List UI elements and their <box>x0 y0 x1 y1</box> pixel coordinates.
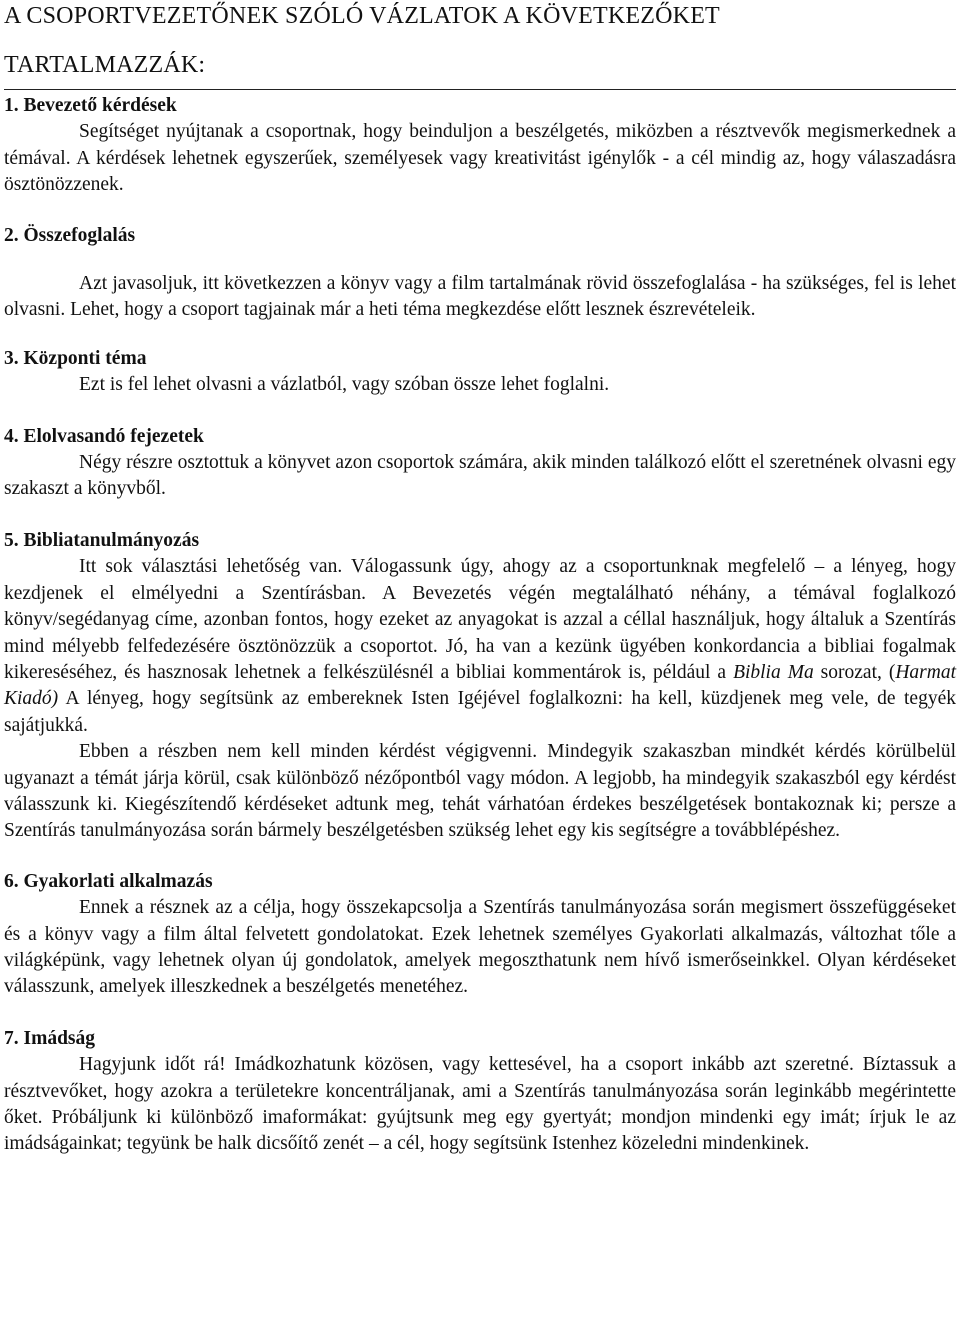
section-chapters-to-read <box>4 424 956 503</box>
section-summary <box>4 223 956 324</box>
section-heading: 7. Imádság <box>4 1027 96 1049</box>
section-paragraph <box>4 554 956 739</box>
publisher-name: Harmat Kiadó) <box>4 661 956 710</box>
section-central-theme <box>4 346 956 399</box>
section-paragraph: Segítséget nyújtanak a csoportnak, hogy beinduljon a beszélgetés, miközben a résztvevők megismerkednek a témával. A kérdések lehetnek egyszerűek, személyesek vagy kreativitást igénylők - a cél mindig az, hogy válaszadásra ösztönözzenek. <box>4 121 956 196</box>
section-heading: 6. Gyakorlati alkalmazás <box>4 870 213 892</box>
document-title-line-2: TARTALMAZZÁK: <box>4 52 206 78</box>
section-heading: 3. Központi téma <box>4 347 147 369</box>
document-title <box>4 0 956 80</box>
section-paragraph: Ennek a résznek az a célja, hogy összekapcsolja a Szentírás tanulmányozása során megismert összefüggéseket és a könyv vagy a film által felvetett gondolatokat. Ezek lehetnek személyes Gyakorlati alkalmazás, változhat tőle a világképünk, vagy lehetnek olyan új gondolatok, amelyek megoszthatunk nem hívő ismerőseinkkel. Olyan kérdéseket válasszunk, amelyek illeszkednek a beszélgetés menetéhez. <box>4 897 956 998</box>
section-paragraph: Azt javasoljuk, itt következzen a könyv vagy a film tartalmának rövid összefoglalása - ha szükséges, fel is lehet olvasni. Lehet, hogy a csoport tagjainak már a heti téma megkezdése előtt lesznek észrevételeik. <box>4 273 956 321</box>
section-paragraph: Hagyjunk időt rá! Imádkozhatunk közösen, vagy kettesével, ha a csoport inkább azt szeretné. Bíztassuk a résztvevőket, hogy azokra a területekre koncentráljanak, ami a Szentírás tanulmányozása során leginkább megérintette őket. Próbáljunk ki különböző imaformákat: gyújtsunk meg egy gyertyát; mondjon mindenki egy imát; írjuk le az imádságainkat; tegyünk be halk dicsőítő zenét – a cél, hogy segítsünk Istenhez közeledni mindenkinek. <box>4 1054 956 1155</box>
section-heading: 4. Elolvasandó fejezetek <box>4 425 204 447</box>
paragraph-text: sorozat, ( <box>813 661 896 683</box>
section-heading: 2. Összefoglalás <box>4 224 136 246</box>
document-title-line-1: A CSOPORTVEZETŐNEK SZÓLÓ VÁZLATOK A KÖVETKEZŐKET <box>4 3 720 29</box>
document-page <box>4 0 956 1158</box>
book-series-title: Biblia Ma <box>733 661 814 683</box>
section-paragraph: Ebben a részben nem kell minden kérdést végigvenni. Mindegyik szakaszban mindkét kérdés körülbelül ugyanazt a témát járja körül, csak különböző nézőpontból vagy módon. A legjobb, ha mindegyik szakaszból egy kérdést válasszunk ki. Kiegészítendő kérdéseket adtunk meg, tehát várhatóan érdekes beszélgetések bontakoznak ki; persze a Szentírás tanulmányozása során bármely beszélgetésben szükség lehet egy kis segítségre a továbblépéshez. <box>4 741 956 842</box>
section-prayer <box>4 1026 956 1158</box>
section-paragraph: Négy részre osztottuk a könyvet azon csoportok számára, akik minden találkozó előtt el szeretnének olvasni egy szakaszt a könyvből. <box>4 452 956 500</box>
paragraph-text: A lényeg, hogy segítsünk az embereknek Isten Igéjével foglalkozni: ha kell, küzdjenek meg vele, de tegyék sajátjukká. <box>4 688 956 736</box>
section-paragraph: Ezt is fel lehet olvasni a vázlatból, vagy szóban össze lehet foglalni. <box>79 374 610 396</box>
section-heading: 1. Bevezető kérdések <box>4 95 177 116</box>
section-heading: 5. Bibliatanulmányozás <box>4 529 200 551</box>
section-practical-application <box>4 869 956 1001</box>
section-bible-study <box>4 528 956 845</box>
paragraph-text: Itt sok választási lehetőség van. Válogassunk úgy, ahogy az a csoportunknak megfelelő – a lényeg, hogy kezdjenek el elmélyedni a Szentírásban. A Bevezetés végén megtalálható néhány, a témával foglalkozó könyv/segédanyag címe, azonban fontos, hogy ezeket az anyagokat is azzal a céllal használjuk, hogy általuk a Szentírás mind mélyebb felfedezésére ösztönözzük a csoportot. Jó, ha van a kezünk ügyében konkordancia a bibliai fogalmak kikereséséhez, és hasznosak lehetnek a felkészülésnél a bibliai kommentárok is, például a <box>4 556 956 683</box>
section-introductory-questions <box>4 93 956 199</box>
title-divider <box>4 89 956 90</box>
